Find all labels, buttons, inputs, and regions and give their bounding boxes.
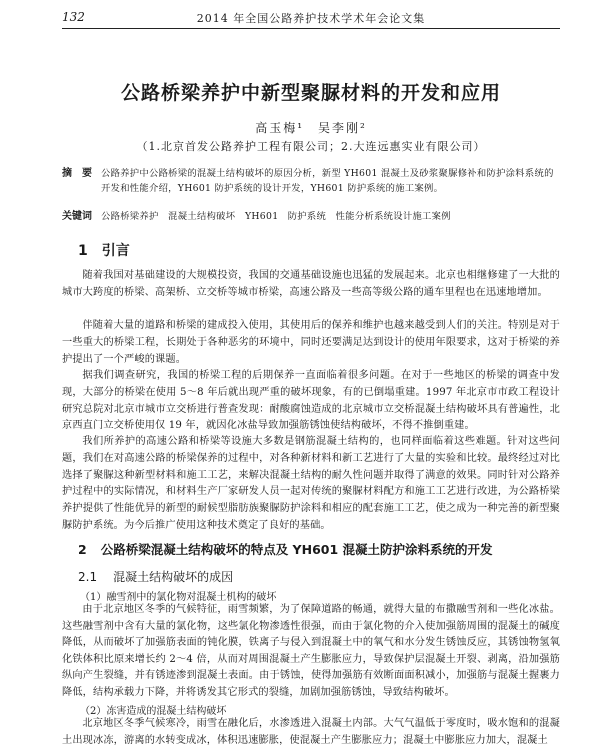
abstract-label: 摘 要 bbox=[62, 168, 92, 179]
author-list: 高玉梅¹ 吴李刚² bbox=[255, 121, 367, 135]
keywords-text: 公路桥梁养护 混凝土结构破坏 YH601 防护系统 性能分析系统设计施工案例 bbox=[101, 211, 451, 222]
keywords bbox=[62, 209, 560, 224]
section-heading-1 bbox=[78, 240, 130, 260]
running-title: 2014 年全国公路养护技术学术年会论文集 bbox=[196, 12, 426, 25]
abstract bbox=[62, 166, 560, 196]
page-number: 132 bbox=[62, 10, 85, 24]
article-title: 公路桥梁养护中新型聚脲材料的开发和应用 bbox=[120, 82, 501, 104]
subsection-heading-2-1 bbox=[78, 568, 233, 585]
paragraph-frost: 北京地区冬季气候寒冷，雨雪在融化后，水渗透进入混凝土内部。大气气温低于零度时，吸水饱和的混凝土出现冰冻，游离的水转变成冰，体积迅速膨胀，使混凝土产生膨胀应力；混凝土中膨胀应力加大，混凝土 bbox=[62, 718, 560, 746]
running-header bbox=[62, 6, 560, 29]
paragraph-intro-2: 伴随着大量的道路和桥梁的建成投入使用，其使用后的保养和维护也越来越受到人们的关注。特别是对于一些重大的桥梁工程，长期处于各种恶劣的环境中，同时还要满足达到设计的使用年限要求，这对于桥梁的养护提出了一个严峻的课题。 bbox=[62, 320, 560, 365]
paragraph-intro-4: 我们所养护的高速公路和桥梁等设施大多数是钢筋混凝土结构的，也同样面临着这些难题。针对这些问题，我们在对高速公路的桥梁保养的过程中，对各种新材料和新工艺进行了大量的实验和比较。最终经过对比选择了聚脲这种新型材料和施工工艺，来解决混凝土结构的耐久性问题并取得了满意的效果。同时针对公路养护过程中的实际情况，和材料生产厂家研发人员一起对传统的聚脲材料配方和施工工艺进行改进，为公路桥梁养护提供了性能优异的新型的耐候型脂肪族聚脲防护涂料和相应的配套施工工艺，使之成为一种完善的新型聚脲防护系统。为今后推广使用这种技术奠定了良好的基础。 bbox=[62, 436, 560, 531]
keywords-label: 关键词 bbox=[62, 211, 92, 222]
author-affiliations: （1.北京首发公路养护工程有限公司；2.大连远惠实业有限公司） bbox=[136, 140, 486, 153]
sub-subsection-heading-chloride: （1）融雪剂中的氯化物对混凝土机构的破坏 bbox=[80, 592, 277, 603]
paragraph-intro-1: 随着我国对基础建设的大规模投资，我国的交通基础设施也迅猛的发展起来。北京也相继修建了一大批的城市大跨度的桥梁、高架桥、立交桥等城市桥梁，高速公路及一些高等级公路的通车里程也在迅速地增加。 bbox=[62, 270, 560, 298]
section-number: 1 bbox=[78, 243, 88, 259]
sub-subsection-heading-frost: （2）冻害造成的混凝土结构破坏 bbox=[80, 706, 227, 717]
subsection-title: 混凝土结构破坏的成因 bbox=[113, 570, 234, 584]
section-title: 公路桥梁混凝土结构破坏的特点及 YH601 混凝土防护涂料系统的开发 bbox=[100, 542, 493, 557]
paragraph-intro-3: 据我们调查研究，我国的桥梁工程的后期保养一直面临着很多问题。在对于一些地区的桥梁的调查中发现，大部分的桥梁在使用 5～8 年后就出现严重的破坏现象，有的已倒塌重建。1997 年北京市市政工程设计研究总院对北京市城市立交桥进行普查发现：耐酸腐蚀造成的北京城市立交桥混凝土结构破坏具有普遍性，北京西直门立交桥使用仅 19 年，就因化冰盐导致加强筋锈蚀使结构破坏，不得不推倒重建。 bbox=[62, 370, 560, 432]
section-title: 引言 bbox=[101, 243, 130, 259]
paragraph-chloride: 由于北京地区冬季的气候特征，雨雪频繁，为了保障道路的畅通，就得大量的布撒融雪剂和一些化冰盐。这些融雪剂中含有大量的氯化物，这些氯化物渗透性很强，而由于氯化物的介入使加强筋周围的混凝土的碱度降低，从而破坏了加强筋表面的钝化膜，铁离子与侵入到混凝土中的氧气和水分发生锈蚀反应，其锈蚀物氢氧化铁体积比原来增长约 2～4 倍，从而对周围混凝土产生膨胀应力，导致保护层混凝土开裂、剥离，沿加强筋纵向产生裂缝，并有锈迹渗到混凝土表面。由于锈蚀，使得加强筋有效断面面积减小，加强筋与混凝土握裹力降低，结构承载力下降，并将诱发其它形式的裂缝，加剧加强筋锈蚀，导致结构破坏。 bbox=[62, 604, 560, 698]
abstract-text: 公路养护中公路桥梁的混凝土结构破坏的原因分析，新型 YH601 混凝土及砂浆聚脲修补和防护涂料系统的开发和性能介绍，YH601 防护系统的设计开发，YH601 防护系统的施工案例。 bbox=[101, 168, 554, 194]
section-heading-2 bbox=[78, 540, 493, 558]
section-number: 2 bbox=[78, 542, 87, 557]
subsection-number: 2.1 bbox=[78, 570, 98, 584]
